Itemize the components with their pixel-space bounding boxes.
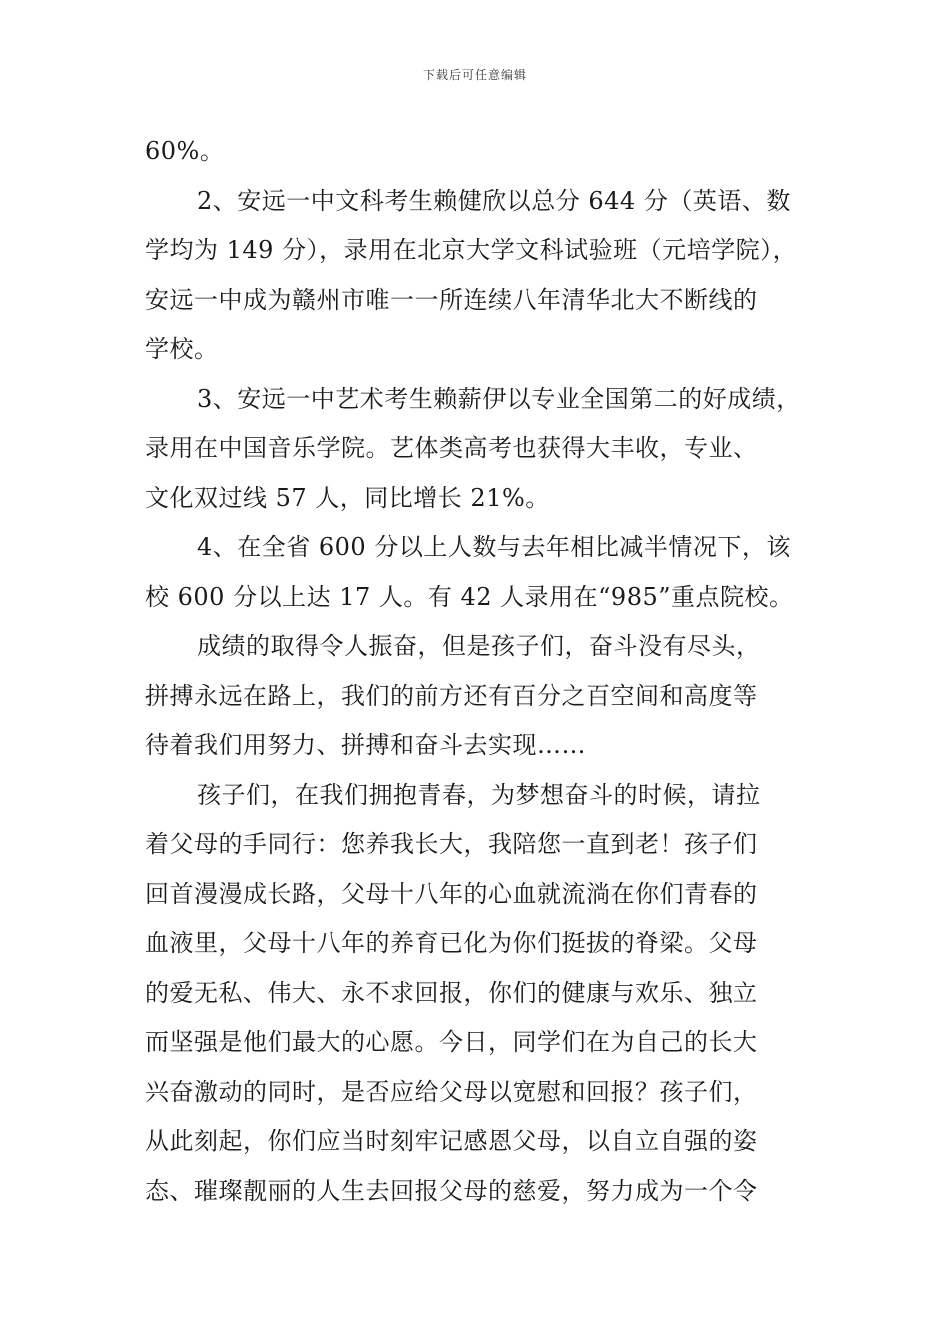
page-header: 下载后可任意编辑 bbox=[422, 68, 527, 82]
document-body bbox=[145, 127, 810, 1216]
text-line: 兴奋激动的同时，是否应给父母以宽慰和回报？孩子们， bbox=[145, 1077, 758, 1106]
text-line: 录用在中国音乐学院。艺体类高考也获得大丰收，专业、 bbox=[145, 434, 758, 462]
text-line: 4、在全省 600 分以上人数与去年相比减半情况下，该 bbox=[197, 533, 791, 561]
text-line: 的爱无私、伟大、永不求回报，你们的健康与欢乐、独立 bbox=[145, 978, 758, 1007]
text-line: 待着我们用努力、拼搏和奋斗去实现…… bbox=[145, 731, 586, 759]
text-line: 3、安远一中艺术考生赖薪伊以专业全国第二的好成绩， bbox=[197, 384, 801, 413]
text-line: 安远一中成为赣州市唯一一所连续八年清华北大不断线的 bbox=[145, 285, 758, 314]
text-line: 学校。 bbox=[145, 335, 219, 363]
text-line: 而坚强是他们最大的心愿。今日，同学们在为自己的长大 bbox=[145, 1028, 758, 1056]
text-line: 血液里，父母十八年的养育已化为你们挺拔的脊梁。父母 bbox=[145, 929, 758, 957]
text-line: 2、安远一中文科考生赖健欣以总分 644 分（英语、数 bbox=[197, 186, 791, 215]
text-line: 成绩的取得令人振奋，但是孩子们，奋斗没有尽头， bbox=[197, 632, 761, 660]
text-line: 60%。 bbox=[145, 137, 225, 165]
text-line: 回首漫漫成长路，父母十八年的心血就流淌在你们青春的 bbox=[145, 879, 758, 908]
text-line: 学均为 149 分），录用在北京大学文科试验班（元培学院）， bbox=[145, 236, 798, 264]
text-line: 从此刻起，你们应当时刻牢记感恩父母，以自立自强的姿 bbox=[145, 1127, 758, 1155]
text-line: 文化双过线 57 人，同比增长 21%。 bbox=[145, 483, 550, 512]
text-line: 态、璀璨靓丽的人生去回报父母的慈爱，努力成为一个令 bbox=[145, 1176, 758, 1205]
text-line: 校 600 分以上达 17 人。有 42 人录用在“985”重点院校。 bbox=[145, 582, 794, 611]
text-line: 孩子们，在我们拥抱青春，为梦想奋斗的时候，请拉 bbox=[197, 780, 761, 809]
text-line: 着父母的手同行：您养我长大，我陪您一直到老！孩子们 bbox=[145, 830, 758, 858]
text-line: 拼搏永远在路上，我们的前方还有百分之百空间和高度等 bbox=[145, 681, 758, 710]
